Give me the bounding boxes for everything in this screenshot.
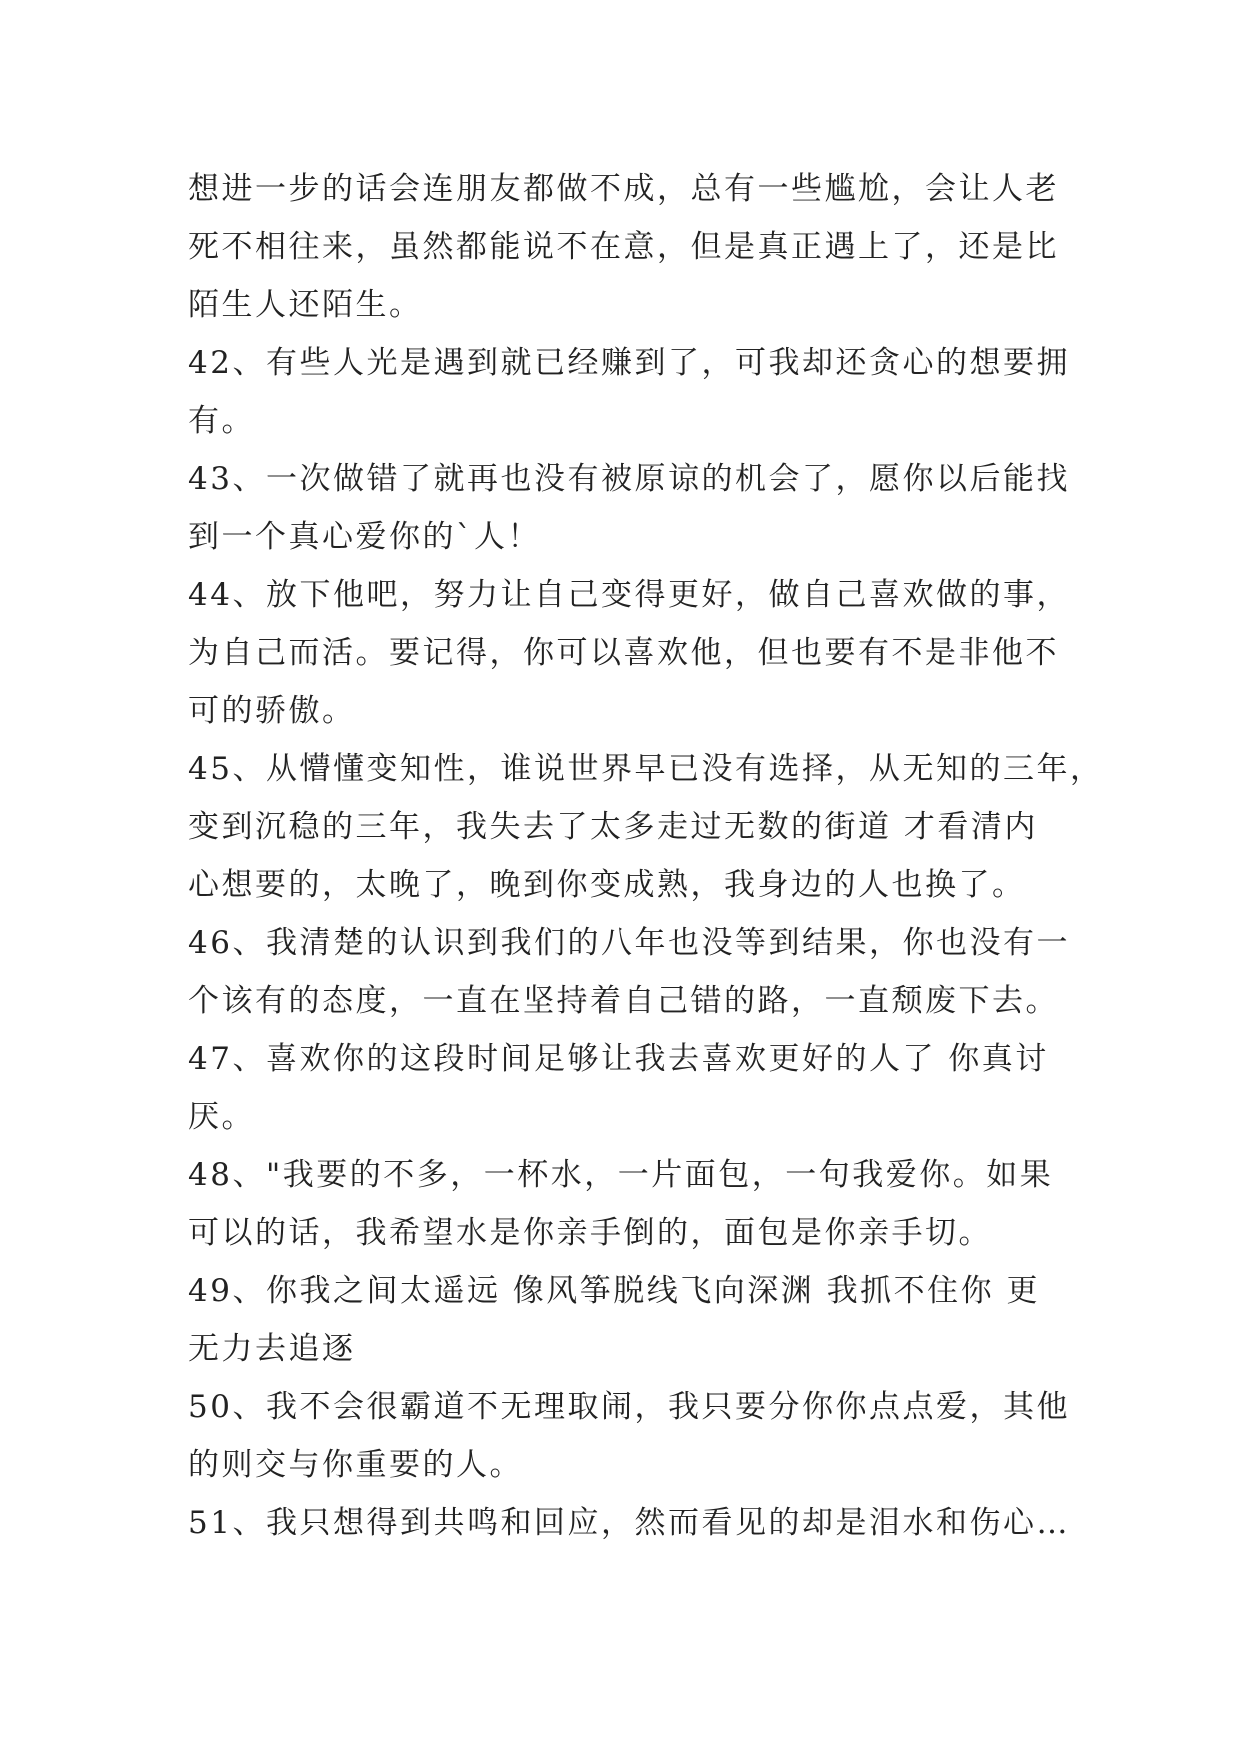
text-line: 的则交与你重要的人。 [188,1447,523,1483]
text-line: 无力去追逐 [188,1331,356,1367]
text-line: 心想要的，太晚了，晚到你变成熟，我身边的人也换了。 [188,867,1026,903]
text-line: 47、喜欢你的这段时间足够让我去喜欢更好的人了 你真讨 [188,1041,1049,1077]
text-line: 为自己而活。要记得，你可以喜欢他，但也要有不是非他不 [188,635,1059,671]
text-line: 42、有些人光是遇到就已经赚到了，可我却还贪心的想要拥 [188,345,1070,381]
text-line: 陌生人还陌生。 [188,287,423,323]
text-line: 想进一步的话会连朋友都做不成，总有一些尴尬，会让人老 [188,171,1059,207]
text-line: 46、我清楚的认识到我们的八年也没等到结果，你也没有一 [188,925,1070,961]
text-line: 49、你我之间太遥远 像风筝脱线飞向深渊 我抓不住你 更 [188,1273,1041,1309]
text-block [188,160,1104,1552]
text-line: 死不相往来，虽然都能说不在意，但是真正遇上了，还是比 [188,229,1059,265]
text-line: 45、从懵懂变知性，谁说世界早已没有选择，从无知的三年， [188,751,1104,787]
text-line: 变到沉稳的三年，我失去了太多走过无数的街道 才看清内 [188,809,1038,845]
text-line: 厌。 [188,1099,255,1135]
text-line: 有。 [188,403,255,439]
text-line: 到一个真心爱你的`人！ [188,519,541,555]
text-line: 43、一次做错了就再也没有被原谅的机会了，愿你以后能找 [188,461,1070,497]
text-line: 48、"我要的不多，一杯水，一片面包，一句我爱你。如果 [188,1157,1054,1193]
text-line: 50、我不会很霸道不无理取闹，我只要分你你点点爱，其他 [188,1389,1070,1425]
text-line: 个该有的态度，一直在坚持着自己错的路，一直颓废下去。 [188,983,1059,1019]
text-line: 44、放下他吧，努力让自己变得更好，做自己喜欢做的事， [188,577,1070,613]
text-line: 51、我只想得到共鸣和回应，然而看见的却是泪水和伤心… [188,1505,1070,1541]
text-line: 可的骄傲。 [188,693,356,729]
text-line: 可以的话，我希望水是你亲手倒的，面包是你亲手切。 [188,1215,992,1251]
